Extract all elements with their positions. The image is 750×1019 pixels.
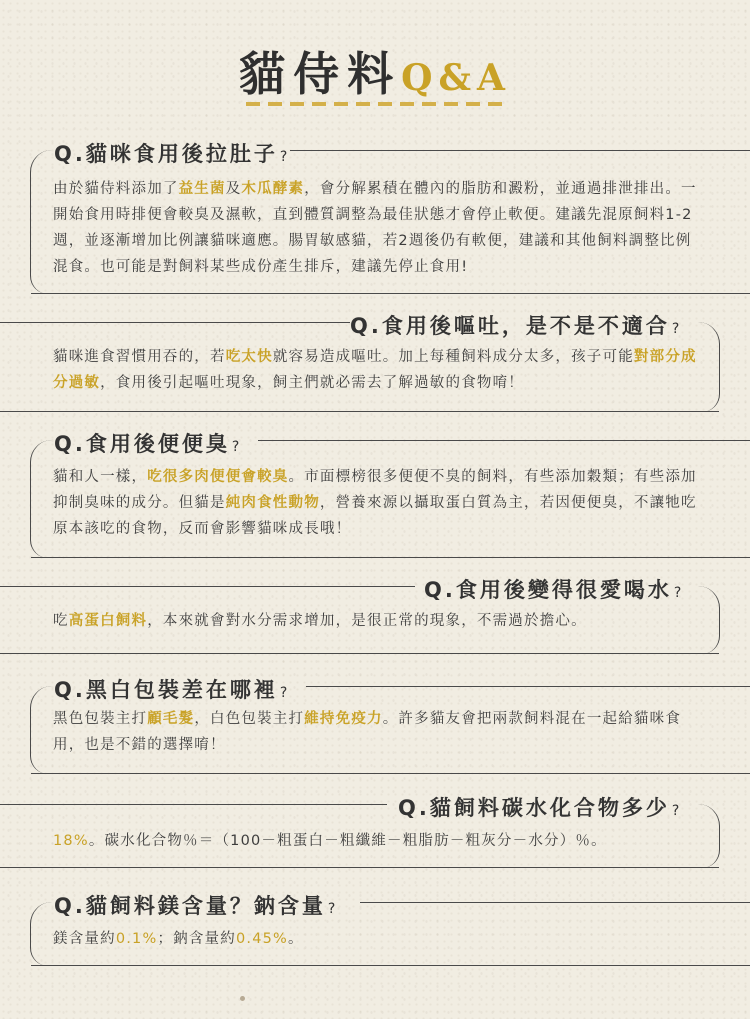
answer-text: 黑色包裝主打: [53, 711, 148, 727]
answer-highlight: 純肉食性動物: [225, 495, 320, 511]
answer-text: 貓和人一樣，: [53, 469, 148, 485]
title-chinese: 貓侍料: [239, 47, 402, 101]
answer-1: [53, 176, 701, 280]
answer-text: ，會分解累積在體內的脂肪和澱粉，並通過排泄排出。一開始食用時排便會較臭及濕軟，直到體質調整為最佳狀態才會停止軟便。建議先混原飼料1-2週，並逐漸增加比例讓貓咪適應。腸胃敏感貓，若2週後仍有軟便，建議和其他飼料調整比例混食。也可能是對飼料某些成份產生排斥，建議先停止食用!: [53, 181, 697, 275]
question-2: Q.食用後嘔吐，是不是不適合 ?: [350, 314, 683, 338]
title-underline: [246, 102, 504, 106]
decorative-dot: [240, 996, 245, 1001]
qa-item-3: [0, 428, 750, 558]
question-6: Q.貓飼料碳水化合物多少 ?: [398, 796, 683, 820]
answer-text: 。: [288, 931, 304, 947]
title-qa: Q&A: [401, 57, 511, 99]
answer-text: 由於貓侍料添加了: [53, 181, 179, 197]
question-3: Q.食用後便便臭 ?: [54, 432, 243, 456]
page-title: [0, 38, 750, 104]
answer-text: ，食用後引起嘔吐現象，飼主們就必需去了解過敏的食物唷！: [100, 375, 525, 391]
question-5: Q.黑白包裝差在哪裡 ?: [54, 678, 291, 702]
qa-item-1: [0, 138, 750, 294]
answer-highlight: 吃太快: [225, 349, 273, 365]
answer-text: 貓咪進食習慣用吞的，若: [53, 349, 226, 365]
answer-3: [53, 464, 701, 542]
answer-highlight: 吃很多肉便便會較臭: [147, 469, 289, 485]
answer-text: ，本來就會對水分需求增加，是很正常的現象，不需過於擔心。: [147, 613, 587, 629]
answer-highlight: 維持免疫力: [304, 711, 383, 727]
answer-6: [53, 828, 701, 854]
answer-highlight: 對部分成分過敏: [53, 349, 697, 391]
answer-text: ；鈉含量約: [157, 931, 236, 947]
answer-highlight: 高蛋白飼料: [68, 613, 148, 629]
question-1: Q.貓咪食用後拉肚子 ?: [54, 142, 291, 166]
question-7: Q.貓飼料鎂含量？鈉含量 ?: [54, 894, 339, 918]
answer-text: 及: [225, 181, 242, 197]
answer-text: ，白色包裝主打: [194, 711, 305, 727]
answer-text: 。碳水化合物％＝（100－粗蛋白－粗纖維－粗脂肪－粗灰分－水分）％。: [88, 833, 607, 849]
answer-text: 。許多貓友會把兩款飼料混在一起給貓咪食用，也是不錯的選擇唷！: [53, 711, 682, 753]
answer-text: 鎂含量約: [53, 931, 116, 947]
qa-item-6: [0, 792, 750, 868]
answer-number: 0.1%: [115, 931, 158, 947]
answer-text: 就容易造成嘔吐。加上每種飼料成分太多，孩子可能: [272, 349, 634, 365]
answer-text: 。市面標榜很多便便不臭的飼料，有些添加穀類；有些添加抑制臭味的成分。但貓是: [53, 469, 697, 511]
qa-item-2: [0, 310, 750, 412]
answer-highlight: 顧毛髮: [147, 711, 195, 727]
answer-highlight: 益生菌: [178, 181, 226, 197]
question-4: Q.食用後變得很愛喝水 ?: [424, 578, 685, 602]
qa-item-7: [0, 890, 750, 966]
answer-7: [53, 926, 701, 952]
answer-highlight: 木瓜酵素: [241, 181, 305, 197]
answer-2: [53, 344, 701, 396]
answer-number: 0.45%: [235, 931, 289, 947]
answer-4: [53, 608, 701, 634]
answer-text: 吃: [53, 613, 69, 629]
qa-item-5: [0, 674, 750, 774]
qa-item-4: [0, 574, 750, 654]
answer-5: [53, 706, 701, 758]
answer-number: 18%: [53, 833, 89, 849]
answer-text: ，營養來源以攝取蛋白質為主，若因便便臭，不讓牠吃原本該吃的食物，反而會影響貓咪成長哦！: [53, 495, 697, 537]
